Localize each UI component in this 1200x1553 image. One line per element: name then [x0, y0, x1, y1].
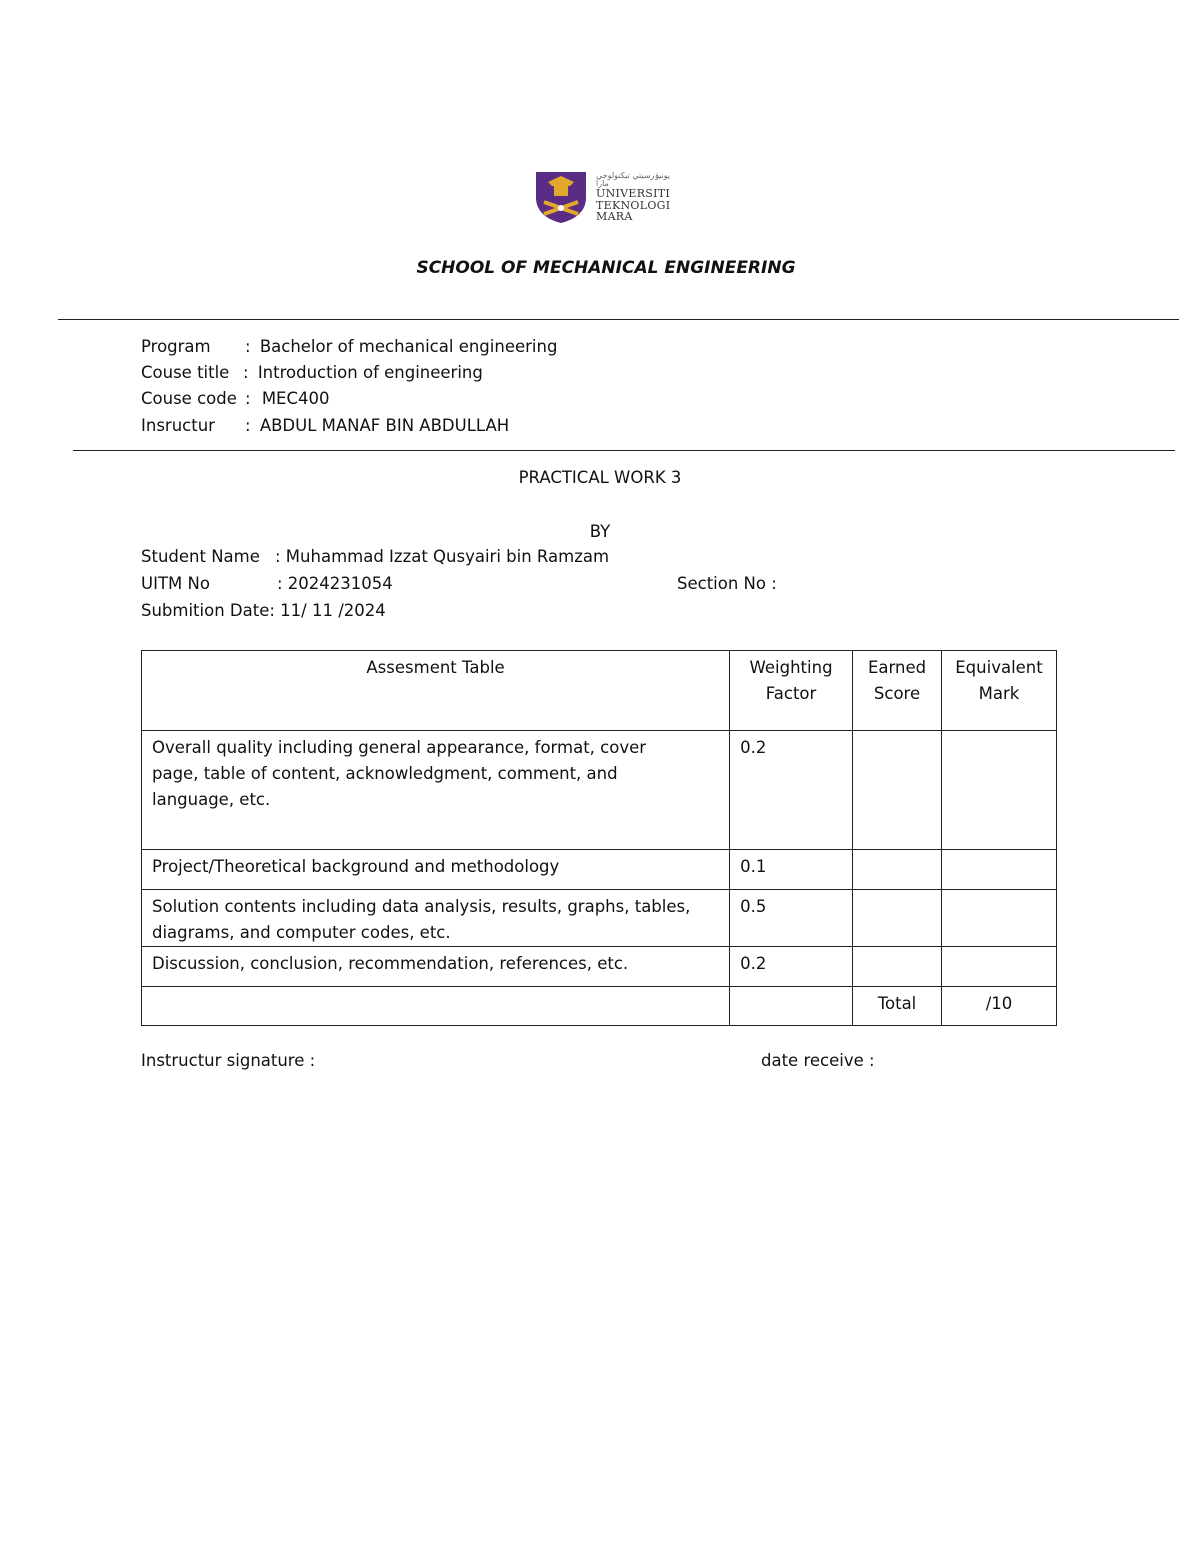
- header-weighting-line1: Weighting: [749, 658, 833, 677]
- equivalent-mark-cell[interactable]: [942, 947, 1057, 987]
- criterion-cell: [142, 731, 730, 850]
- table-row: [142, 850, 1057, 890]
- table-header-row: [142, 651, 1057, 731]
- header-assessment-text: Assesment Table: [366, 658, 505, 677]
- weight-cell: 0.2: [730, 731, 853, 850]
- header-equivalent-line2: Mark: [978, 684, 1020, 703]
- course-title-sep: :: [243, 363, 249, 382]
- logo-jawi-text: يونيۏرسيتي تيكنولوجي مارا: [596, 171, 671, 188]
- table-row: [142, 731, 1057, 850]
- section-no-label: Section No :: [677, 574, 777, 593]
- student-name-label: Student Name: [141, 547, 260, 566]
- course-title-label: Couse title: [141, 363, 230, 382]
- earned-score-cell[interactable]: [853, 850, 942, 890]
- practical-title: PRACTICAL WORK 3: [518, 468, 682, 487]
- uitm-no-value: : 2024231054: [277, 574, 393, 593]
- instructor-signature-label: Instructur signature :: [141, 1051, 316, 1070]
- instructor-value: ABDUL MANAF BIN ABDULLAH: [259, 416, 510, 435]
- criterion-line: diagrams, and computer codes, etc.: [152, 923, 451, 942]
- logo-line-1: UNIVERSITI: [596, 187, 671, 200]
- criterion-line: Discussion, conclusion, recommendation, references, etc.: [152, 954, 629, 973]
- header-assessment: [142, 651, 730, 731]
- equivalent-mark-cell[interactable]: [942, 850, 1057, 890]
- criterion-line: Solution contents including data analysis, results, graphs, tables,: [152, 897, 691, 916]
- table-row: [142, 947, 1057, 987]
- header-weighting-line2: Factor: [765, 684, 817, 703]
- program-label: Program: [141, 337, 211, 356]
- submission-date-label: Submition Date:: [141, 601, 275, 620]
- course-title-value: Introduction of engineering: [257, 363, 483, 382]
- weight-cell: 0.1: [730, 850, 853, 890]
- total-label: Total: [853, 987, 942, 1026]
- criterion-cell: [142, 890, 730, 947]
- equivalent-mark-cell[interactable]: [942, 890, 1057, 947]
- header-equivalent: [942, 651, 1057, 731]
- student-name-row: [141, 547, 609, 566]
- course-code-sep: :: [245, 389, 251, 408]
- earned-score-cell[interactable]: [853, 731, 942, 850]
- university-logo: [534, 168, 684, 228]
- logo-line-2: TEKNOLOGI: [596, 198, 671, 212]
- uitm-no-label: UITM No: [141, 574, 210, 593]
- earned-score-cell[interactable]: [853, 890, 942, 947]
- header-earned: [853, 651, 942, 731]
- instructor-row: [141, 416, 509, 435]
- total-empty-cell: [730, 987, 853, 1026]
- criterion-cell: [142, 850, 730, 890]
- criterion-line: page, table of content, acknowledgment, comment, and: [152, 764, 618, 783]
- course-code-value: MEC400: [261, 389, 330, 408]
- submission-date-row: [141, 601, 386, 620]
- program-value: Bachelor of mechanical engineering: [259, 337, 558, 356]
- criterion-line: language, etc.: [152, 790, 271, 809]
- course-title-row: [141, 363, 483, 382]
- header-earned-line2: Score: [873, 684, 921, 703]
- course-code-row: [141, 389, 330, 408]
- header-weighting: [730, 651, 853, 731]
- criterion-cell: [142, 947, 730, 987]
- weight-cell: 0.5: [730, 890, 853, 947]
- equivalent-mark-cell[interactable]: [942, 731, 1057, 850]
- submission-date-value: 11/ 11 /2024: [280, 601, 386, 620]
- total-row: [142, 987, 1057, 1026]
- date-receive-label: date receive :: [761, 1051, 875, 1070]
- top-divider: [58, 319, 1179, 320]
- criterion-line: Overall quality including general appearance, format, cover: [152, 738, 647, 757]
- instructor-label: Insructur: [141, 416, 215, 435]
- course-code-label: Couse code: [141, 389, 237, 408]
- weight-cell: 0.2: [730, 947, 853, 987]
- table-row: [142, 890, 1057, 947]
- header-equivalent-line1: Equivalent: [955, 658, 1043, 677]
- assessment-table: [141, 650, 1057, 1026]
- header-earned-line1: Earned: [867, 658, 927, 677]
- instructor-sep: :: [245, 416, 251, 435]
- logo-wordmark: [596, 172, 684, 223]
- student-name-value: : Muhammad Izzat Qusyairi bin Ramzam: [275, 547, 610, 566]
- school-title: SCHOOL OF MECHANICAL ENGINEERING: [416, 258, 796, 278]
- uitm-crest-icon: [534, 168, 588, 224]
- earned-score-cell[interactable]: [853, 947, 942, 987]
- uitm-no-row: [141, 574, 393, 593]
- logo-line-3: MARA: [596, 210, 633, 223]
- program-row: [141, 337, 557, 356]
- by-label: BY: [589, 522, 611, 541]
- total-empty-cell: [142, 987, 730, 1026]
- total-mark: /10: [942, 987, 1057, 1026]
- program-sep: :: [245, 337, 251, 356]
- info-divider: [73, 450, 1175, 451]
- criterion-line: Project/Theoretical background and methodology: [152, 857, 560, 876]
